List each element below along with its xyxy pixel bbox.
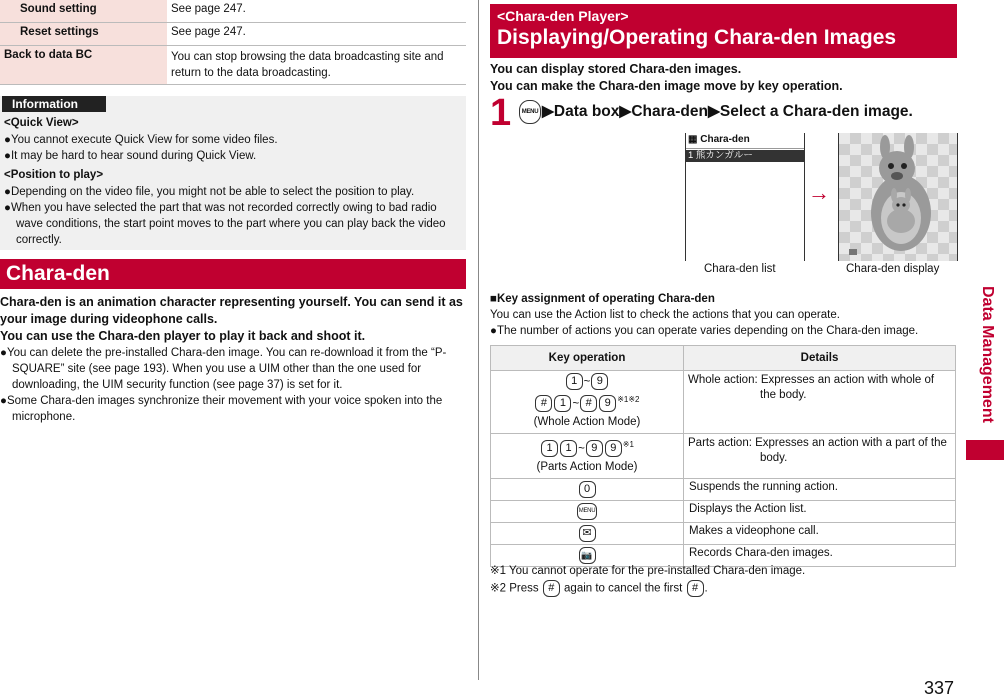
key-hash-icon: # <box>580 395 597 412</box>
description-bullet: ●You can delete the pre-installed Chara-den image. You can re-download it from the “P-SQUARE” site (see page 193). When you use a UIM other than the one used for downloading, the UIM security function (see page 37) is set for it. <box>0 347 447 391</box>
menu-key-icon: MENU <box>519 100 541 124</box>
chara-den-list-screen <box>685 133 805 261</box>
player-title: Displaying/Operating Chara-den Images <box>497 26 897 49</box>
player-intro <box>490 61 957 95</box>
page-number: 337 <box>924 678 955 698</box>
detail-cell: Displays the Action list. <box>684 500 956 522</box>
settings-table-body <box>0 0 466 85</box>
side-label-text: Data Management <box>979 286 996 423</box>
key-table <box>490 345 956 567</box>
key-1-icon: 1 <box>560 440 577 457</box>
table-row <box>491 500 956 522</box>
kangaroo-character-image <box>839 133 957 261</box>
info-heading: <Quick View> <box>4 117 79 129</box>
arrow-icon: → <box>808 180 830 205</box>
menu-key-icon: MENU <box>577 503 597 520</box>
key-assignment-bullet: ●The number of actions you can operate varies depending on the Chara-den image. <box>490 325 919 337</box>
detail-cell: Records Chara-den images. <box>684 544 956 566</box>
side-tab-marker <box>966 440 1004 460</box>
detail-cell: Parts action: Expresses an action with a part of the body. <box>684 433 956 478</box>
table-row <box>491 522 956 544</box>
caption-display: Chara-den display <box>846 263 940 275</box>
key-1-icon: 1 <box>566 373 583 390</box>
key-1-icon: 1 <box>541 440 558 457</box>
table-row <box>491 478 956 500</box>
key-cell: 1 1 ~ 9 9 $^{※1}$ (Parts Action Mode) <box>491 433 684 478</box>
key-assignment-heading: ■Key assignment of operating Chara-den <box>490 293 715 305</box>
table-header-row <box>491 346 956 371</box>
camera-key-icon: 📷 <box>579 547 596 564</box>
key-cell <box>491 522 684 544</box>
player-intro-line: You can display stored Chara-den images. <box>490 62 742 76</box>
row-label: Back to data BC <box>0 46 167 85</box>
table-row <box>0 23 466 46</box>
key-cell <box>491 500 684 522</box>
row-label: Reset settings <box>0 23 167 46</box>
row-value: See page 247. <box>167 0 466 23</box>
key-9-icon: 9 <box>605 440 622 457</box>
information-box <box>0 96 466 250</box>
info-heading: <Position to play> <box>4 169 104 181</box>
key-assignment-text: You can use the Action list to check the actions that you can operate. <box>490 309 840 321</box>
list-item: 1 熊カンガルー <box>686 150 804 162</box>
player-subtitle: <Chara-den Player> <box>497 8 629 24</box>
key-9-icon: 9 <box>599 395 616 412</box>
footnotes <box>490 563 960 598</box>
key-9-icon: 9 <box>591 373 608 390</box>
side-section-label <box>968 284 1002 434</box>
detail-cell: Makes a videophone call. <box>684 522 956 544</box>
key-1-icon: 1 <box>554 395 571 412</box>
caption-list: Chara-den list <box>704 263 776 275</box>
key-cell: 1 ~ 9 # 1 ~ # 9 $^{※1※2}$ (Whole Action Mode) <box>491 371 684 434</box>
header-details: Details <box>684 346 956 371</box>
key-hash-icon: # <box>535 395 552 412</box>
key-hash-icon: # <box>687 580 704 597</box>
step-1 <box>490 94 960 134</box>
column-divider <box>478 0 479 680</box>
intro-text: You can use the Chara-den player to play it back and shoot it. <box>0 329 366 343</box>
screen-title-bar: ▦ Chara-den <box>686 133 804 149</box>
key-assignment-section <box>490 291 960 339</box>
chara-den-description <box>0 294 466 425</box>
key-cell <box>491 478 684 500</box>
table-row <box>0 0 466 23</box>
player-intro-line: You can make the Chara-den image move by key operation. <box>490 79 843 93</box>
table-row <box>0 46 466 85</box>
key-0-icon: 0 <box>579 481 596 498</box>
intro-text: Chara-den is an animation character representing yourself. You can send it as your image during videophone calls. <box>0 295 463 326</box>
detail-cell: Whole action: Expresses an action with whole of the body. <box>684 371 956 434</box>
detail-cell: Suspends the running action. <box>684 478 956 500</box>
mail-key-icon: ✉ <box>579 525 596 542</box>
info-bullet: ●Depending on the video file, you might not be able to select the position to play. <box>4 186 415 198</box>
footnote-2: ※2 Press # again to cancel the first # . <box>490 580 960 598</box>
description-bullet: ●Some Chara-den images synchronize their movement with your voice spoken into the microphone. <box>0 395 443 423</box>
chara-den-display-screen <box>838 133 958 261</box>
key-9-icon: 9 <box>586 440 603 457</box>
step-instruction: MENU ▶Data box▶Chara-den▶Select a Chara-den image. <box>518 100 913 124</box>
row-value: See page 247. <box>167 23 466 46</box>
row-value: You can stop browsing the data broadcasting site and return to the data broadcasting. <box>167 46 466 85</box>
step-number: 1 <box>490 92 512 134</box>
key-hash-icon: # <box>543 580 560 597</box>
folder-icon: ▦ <box>688 134 698 145</box>
information-label: Information <box>2 96 106 112</box>
table-row <box>491 433 956 478</box>
table-row <box>491 371 956 434</box>
info-bullet: ●It may be hard to hear sound during Quick View. <box>4 150 257 162</box>
header-key-operation: Key operation <box>491 346 684 371</box>
row-label: Sound setting <box>0 0 167 23</box>
section-title: Chara-den <box>0 259 466 289</box>
info-bullet: ●You cannot execute Quick View for some video files. <box>4 134 278 146</box>
footnote-1: ※1 You cannot operate for the pre-installed Chara-den image. <box>490 565 806 577</box>
info-bullet: ●When you have selected the part that was not recorded correctly owing to bad radio wave conditions, the start point moves to the part where you can play back the video correctly. <box>4 202 446 246</box>
player-title-bar <box>490 4 957 58</box>
